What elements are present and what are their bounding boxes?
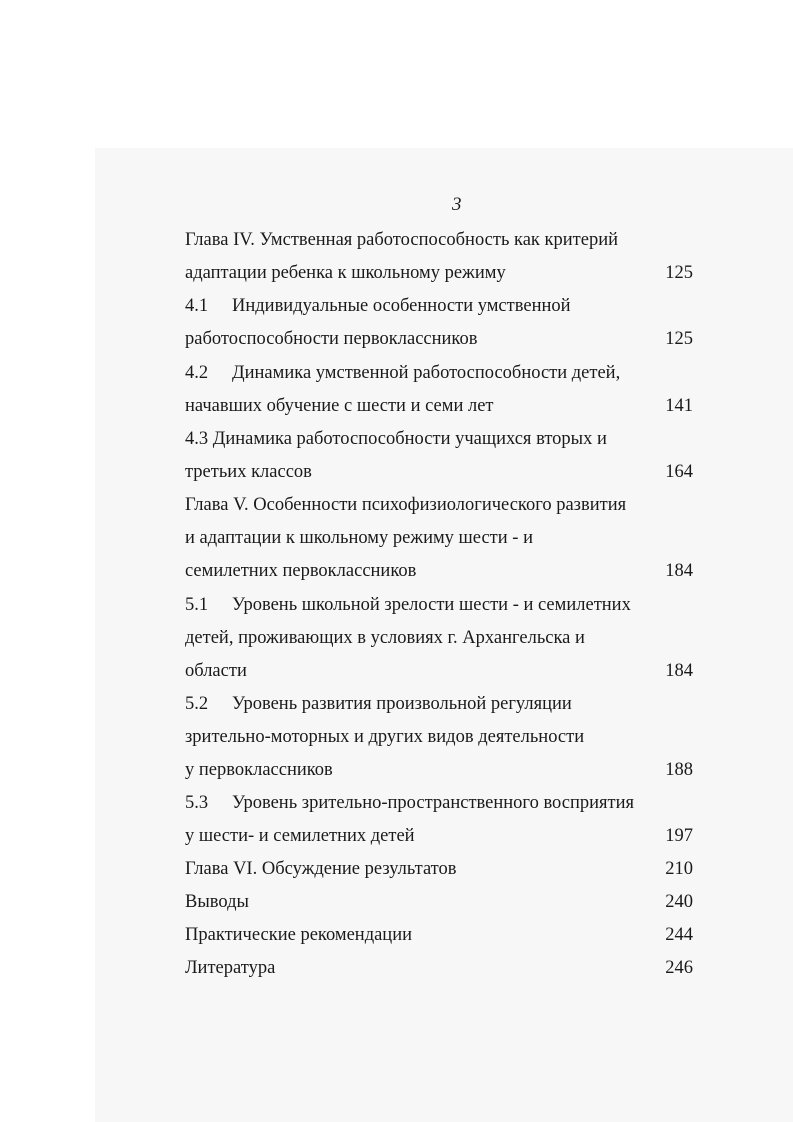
toc-entry-line: адаптации ребенка к школьному режиму — [185, 263, 506, 283]
toc-page-number: 188 — [665, 760, 693, 780]
toc-entry-line: начавших обучение с шести и семи лет — [185, 396, 494, 416]
toc-entry-line — [185, 295, 571, 317]
toc-section-number: 4.1 — [185, 296, 209, 316]
toc-entry-text: Уровень зрительно-пространственного восприятия — [232, 793, 635, 813]
toc-page-number: 246 — [665, 958, 693, 978]
toc-page-number: 164 — [665, 462, 693, 482]
toc-page-number: 197 — [665, 826, 693, 846]
toc-section-number: 4.2 — [185, 363, 209, 383]
toc-page-number: 240 — [665, 892, 693, 912]
toc-entry-line: у шести- и семилетних детей — [185, 826, 415, 846]
toc-entry-line: Глава V. Особенности психофизиологического развития — [185, 495, 627, 515]
toc-entry-line: Литература — [185, 958, 276, 978]
toc-entry-line: семилетних первоклассников — [185, 561, 417, 581]
toc-page-number: 184 — [665, 661, 693, 681]
page-number: 3 — [452, 194, 462, 215]
toc-entry-line: Практические рекомендации — [185, 925, 413, 945]
toc-page-number: 125 — [665, 263, 693, 283]
toc-page-number: 210 — [665, 859, 693, 879]
toc-section-number: 5.3 — [185, 793, 209, 813]
toc-entry-text: Уровень развития произвольной регуляции — [232, 694, 572, 714]
toc-page-number: 125 — [665, 329, 693, 349]
toc-page-number: 141 — [665, 396, 693, 416]
toc-entry-line: области — [185, 661, 247, 681]
toc-entry-line: Выводы — [185, 892, 249, 912]
toc-section-number: 5.2 — [185, 694, 209, 714]
toc-entry-line: у первоклассников — [185, 760, 333, 780]
toc-page-number: 184 — [665, 561, 693, 581]
toc-entry-line — [185, 594, 631, 616]
toc-entry-line — [185, 693, 572, 715]
toc-entry-line: Глава VI. Обсуждение результатов — [185, 859, 457, 879]
toc-entry-text: Индивидуальные особенности умственной — [232, 296, 571, 316]
toc-entry-text: Уровень школьной зрелости шести - и семилетних — [232, 595, 631, 615]
toc-entry-line: работоспособности первоклассников — [185, 329, 478, 349]
toc-entry-line: третьих классов — [185, 462, 312, 482]
toc-section-number: 5.1 — [185, 595, 209, 615]
toc-entry-line: и адаптации к школьному режиму шести - и — [185, 528, 533, 548]
toc-entry-line — [185, 792, 634, 814]
toc-entry-line: зрительно-моторных и других видов деятельности — [185, 727, 585, 747]
toc-entry-line: детей, проживающих в условиях г. Архангельска и — [185, 628, 585, 648]
toc-entry-line — [185, 362, 620, 384]
toc-entry-text: Динамика умственной работоспособности детей, — [232, 363, 621, 383]
toc-page-number: 244 — [665, 925, 693, 945]
toc-entry-line: 4.3 Динамика работоспособности учащихся вторых и — [185, 429, 607, 449]
toc-entry-line: Глава IV. Умственная работоспособность как критерий — [185, 230, 619, 250]
